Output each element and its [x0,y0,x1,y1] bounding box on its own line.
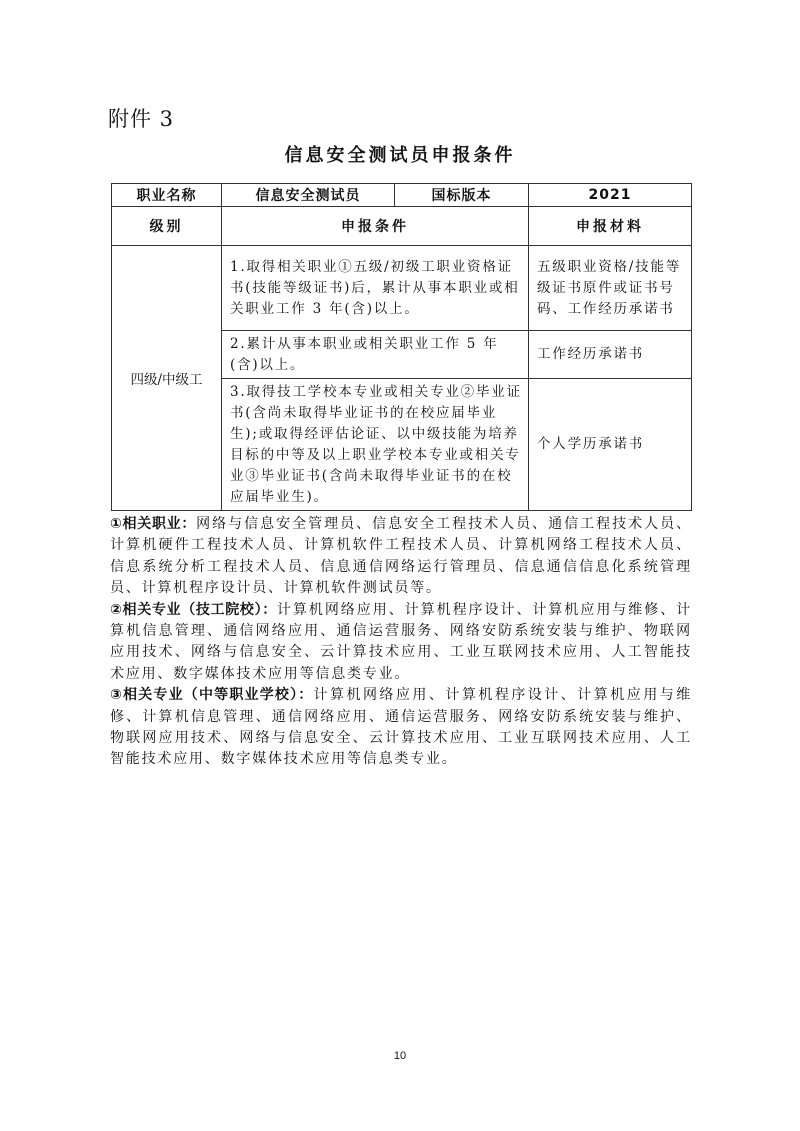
condition-cell: 1.取得相关职业①五级/初级工职业资格证书(技能等级证书)后，累计从事本职业或相关职业工作 3 年(含)以上。 [222,246,529,331]
footnote-text: 计算机网络应用、计算机程序设计、计算机应用与维修、计算机信息管理、通信网络应用、通信运营服务、网络安防系统安装与维护、物联网应用技术、网络与信息安全、云计算技术应用、工业互联网技术应用、人工智能技术应用、数字媒体技术应用等信息类专业。 [110,687,692,768]
standard-value: 2021 [529,184,692,207]
header-level: 级别 [112,207,222,246]
footnote-label: ③相关专业（中等职业学校）： [110,687,314,704]
condition-cell: 3.取得技工学校本专业或相关专业②毕业证书(含尚未取得毕业证书的在校应届毕业生);或取得经评估论证、以中级技能为培养目标的中等及以上职业学校本专业或相关专业③毕业证书(含尚未取得毕业证书的在校应届毕业生)。 [222,379,529,511]
page-number: 10 [393,1050,407,1062]
footnote [110,685,692,771]
standard-label: 国标版本 [395,184,529,207]
document-title: 信息安全测试员申报条件 [284,145,516,166]
material-cell: 个人学历承诺书 [529,379,692,511]
table-row-occupation [112,184,692,207]
footnote [110,514,692,600]
material-cell: 五级职业资格/技能等级证书原件或证书号码、工作经历承诺书 [529,246,692,331]
footnotes [110,514,692,771]
footnote-label: ②相关专业（技工院校）： [110,601,277,618]
table-row [112,246,692,331]
requirements-table [111,183,692,511]
occupation-label: 职业名称 [112,184,222,207]
occupation-value: 信息安全测试员 [222,184,395,207]
footnote [110,600,692,686]
condition-cell: 2.累计从事本职业或相关职业工作 5 年(含)以上。 [222,331,529,379]
level-cell: 四级/中级工 [112,246,222,511]
header-materials: 申报材料 [529,207,692,246]
material-cell: 工作经历承诺书 [529,331,692,379]
footnote-text: 网络与信息安全管理员、信息安全工程技术人员、通信工程技术人员、计算机硬件工程技术人员、计算机软件工程技术人员、计算机网络工程技术人员、信息系统分析工程技术人员、信息通信网络运行管理员、信息通信信息化系统管理员、计算机程序设计员、计算机软件测试员等。 [110,516,692,597]
document-body [110,183,692,771]
attachment-label: 附件 3 [108,107,175,131]
header-conditions: 申报条件 [222,207,529,246]
table-header-row [112,207,692,246]
footnote-text: 计算机网络应用、计算机程序设计、计算机应用与维修、计算机信息管理、通信网络应用、通信运营服务、网络安防系统安装与维护、物联网应用技术、网络与信息安全、云计算技术应用、工业互联网技术应用、人工智能技术应用、数字媒体技术应用等信息类专业。 [110,601,692,682]
footnote-label: ①相关职业： [110,516,197,532]
